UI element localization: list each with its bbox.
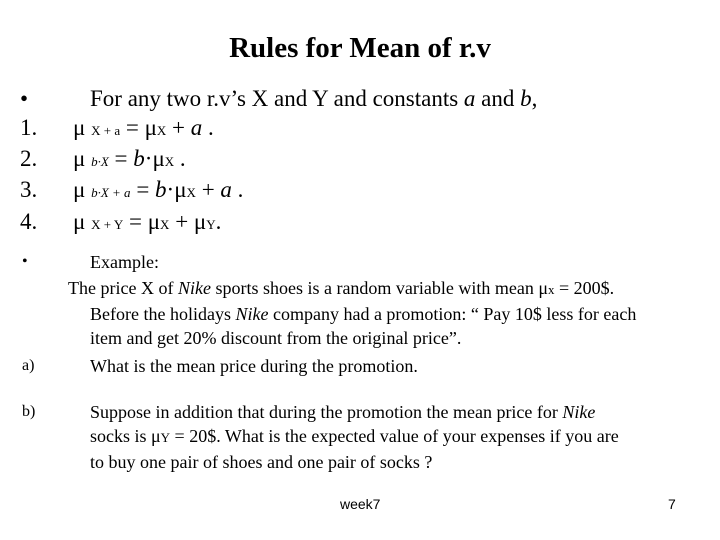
bullet-marker: • xyxy=(20,86,29,111)
rule-3 xyxy=(0,176,720,203)
intro-text: For any two r.v’s X and Y and constants a and b, xyxy=(90,86,538,111)
page-title: Rules for Mean of r.v xyxy=(229,32,491,64)
rule-number: 3. xyxy=(20,177,38,202)
rule-number: 1. xyxy=(20,115,38,140)
question-marker: a) xyxy=(22,357,35,374)
rule-4 xyxy=(0,208,720,235)
example-paragraph xyxy=(0,276,720,356)
bullet-marker: • xyxy=(22,253,28,270)
intro-line xyxy=(0,85,720,112)
question-marker: b) xyxy=(22,403,36,420)
rule-formula: μ X + Y = μX + μY. xyxy=(73,209,222,234)
rule-1 xyxy=(0,114,720,141)
example-line-3: item and get 20% discount from the original price”. xyxy=(90,328,462,348)
question-a xyxy=(0,354,720,378)
question-b-line-1: Suppose in addition that during the promotion the mean price for Nike xyxy=(90,402,596,422)
example-line-1: The price X of Nike sports shoes is a random variable with mean μx = 200$. xyxy=(68,278,615,298)
question-b xyxy=(0,400,720,472)
example-label: Example: xyxy=(90,252,159,272)
example-line-2: Before the holidays Nike company had a promotion: “ Pay 10$ less for each xyxy=(90,304,637,324)
rule-formula: μ X + a = μX + a . xyxy=(73,115,214,140)
example-heading xyxy=(0,250,720,274)
rule-number: 4. xyxy=(20,209,38,234)
question-b-line-2: socks is μY = 20$. What is the expected value of your expenses if you are xyxy=(90,426,619,446)
question-a-text: What is the mean price during the promotion. xyxy=(90,356,418,376)
page-number: 7 xyxy=(668,496,676,512)
rule-number: 2. xyxy=(20,146,38,171)
rule-formula: μ b·X + a = b·μX + a . xyxy=(73,177,244,202)
question-b-line-3: to buy one pair of shoes and one pair of socks ? xyxy=(90,452,433,472)
footer-label: week7 xyxy=(340,496,381,512)
rule-2 xyxy=(0,145,720,172)
rule-formula: μ b·X = b·μX . xyxy=(73,146,186,171)
